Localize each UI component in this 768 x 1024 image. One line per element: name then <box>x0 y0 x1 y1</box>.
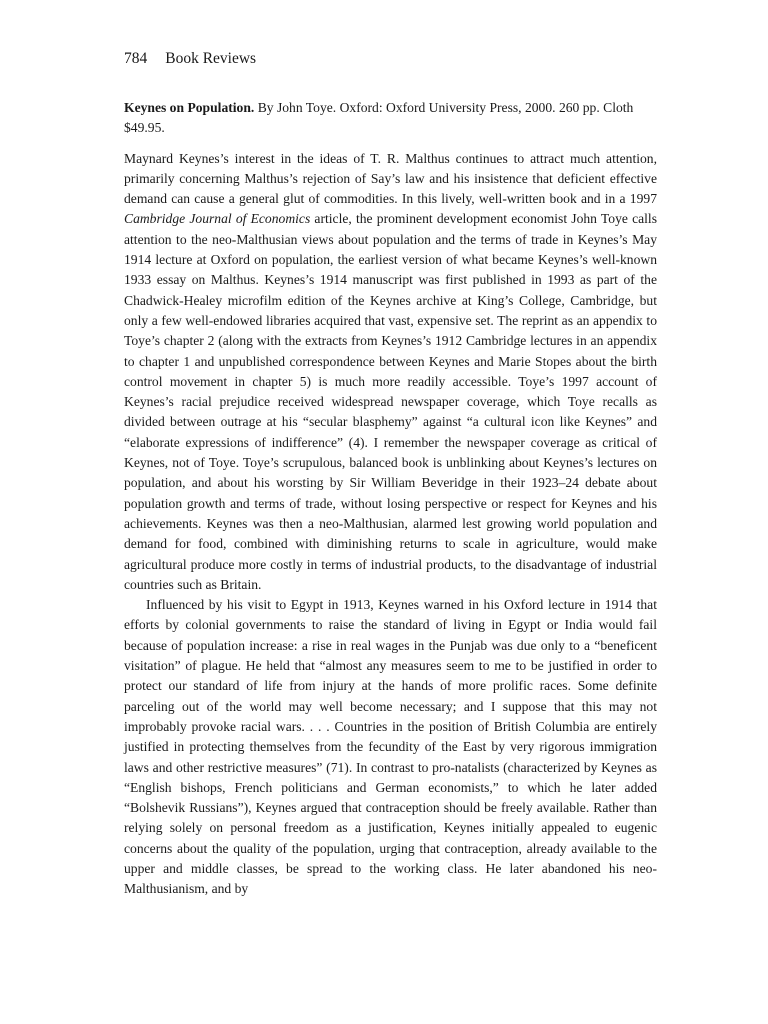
book-details: By John Toye. Oxford: Oxford University Press, 2000. 260 pp. Cloth $49.95. <box>124 100 634 136</box>
page-number: 784 <box>124 50 148 67</box>
book-review-page <box>124 48 657 900</box>
review-paragraph-2: Influenced by his visit to Egypt in 1913, Keynes warned in his Oxford lecture in 1914 that efforts by colonial governments to raise the standard of living in Egypt or India would fail because of population increase: a rise in real wages in the Punjab was due only to a “beneficent visitation” of plague. He held that “almost any measures seem to me to be justified in order to protect our standard of life from injury at the hands of more prolific races. Some definite parceling out of the world may well become necessary; and I suppose that this may not improbably provoke racial wars. . . . Countries in the position of British Columbia are entirely justified in protecting themselves from the fecundity of the East by very rigorous immigration laws and other restrictive measures” (71). In contrast to pro-natalists (characterized by Keynes as “English bishops, French politicians and German economists,” to which he later added “Bolshevik Russians”), Keynes argued that contraception should be freely available. Rather than relying solely on personal freedom as a justification, Keynes initially appealed to eugenic concerns about the quality of the population, urging that contraception, already available to the upper and middle classes, be spread to the working class. He later abandoned his neo-Malthusianism, and by <box>124 597 657 897</box>
review-body <box>124 149 657 900</box>
review-paragraph-1 <box>124 149 657 596</box>
running-head <box>124 48 657 70</box>
paragraph-1-text-start: Maynard Keynes’s interest in the ideas of T. R. Malthus continues to attract much attention, primarily concerning Malthus’s rejection of Say’s law and his insistence that deficient effective demand can cause a general glut of commodities. In this lively, well-written book and in a 1997 <box>124 150 657 207</box>
book-citation <box>124 98 657 139</box>
book-title: Keynes on Population. <box>124 100 255 115</box>
journal-title: Cambridge Journal of Economics <box>124 211 311 227</box>
section-title: Book Reviews <box>165 50 257 67</box>
paragraph-1-text-end: article, the prominent development economist John Toye calls attention to the neo-Malthusian views about population and the terms of trade in Keynes’s May 1914 lecture at Oxford on population, the earliest version of what became Keynes’s well-known 1933 essay on Malthus. Keynes’s 1914 manuscript was first published in 1993 as part of the Chadwick-Healey microfilm edition of the Keynes archive at King’s College, Cambridge, but only a few well-endowed libraries acquired that vast, expensive set. The reprint as an appendix to Toye’s chapter 2 (along with the extracts from Keynes’s 1912 Cambridge lectures in an appendix to chapter 1 and unpublished correspondence between Keynes and Marie Stopes about the birth control movement in chapter 5) is much more readily accessible. Toye’s 1997 account of Keynes’s racial prejudice received widespread newspaper coverage, which Toye recalls as divided between outrage at his “secular blasphemy” against “a cultural icon like Keynes” and “elaborate expressions of indifference” (4). I remember the newspaper coverage as critical of Keynes, not of Toye. Toye’s scrupulous, balanced book is unblinking about Keynes’s lectures on population, and about his worsting by Sir William Beveridge in their 1923–24 debate about population growth and terms of trade, without losing perspective or respect for Keynes and his achievements. Keynes was then a neo-Malthusian, alarmed lest growing world population and demand for food, combined with diminishing returns to scale in agriculture, would make agricultural produce more costly in terms of industrial products, to the disadvantage of industrial countries such as Britain. <box>124 211 657 592</box>
